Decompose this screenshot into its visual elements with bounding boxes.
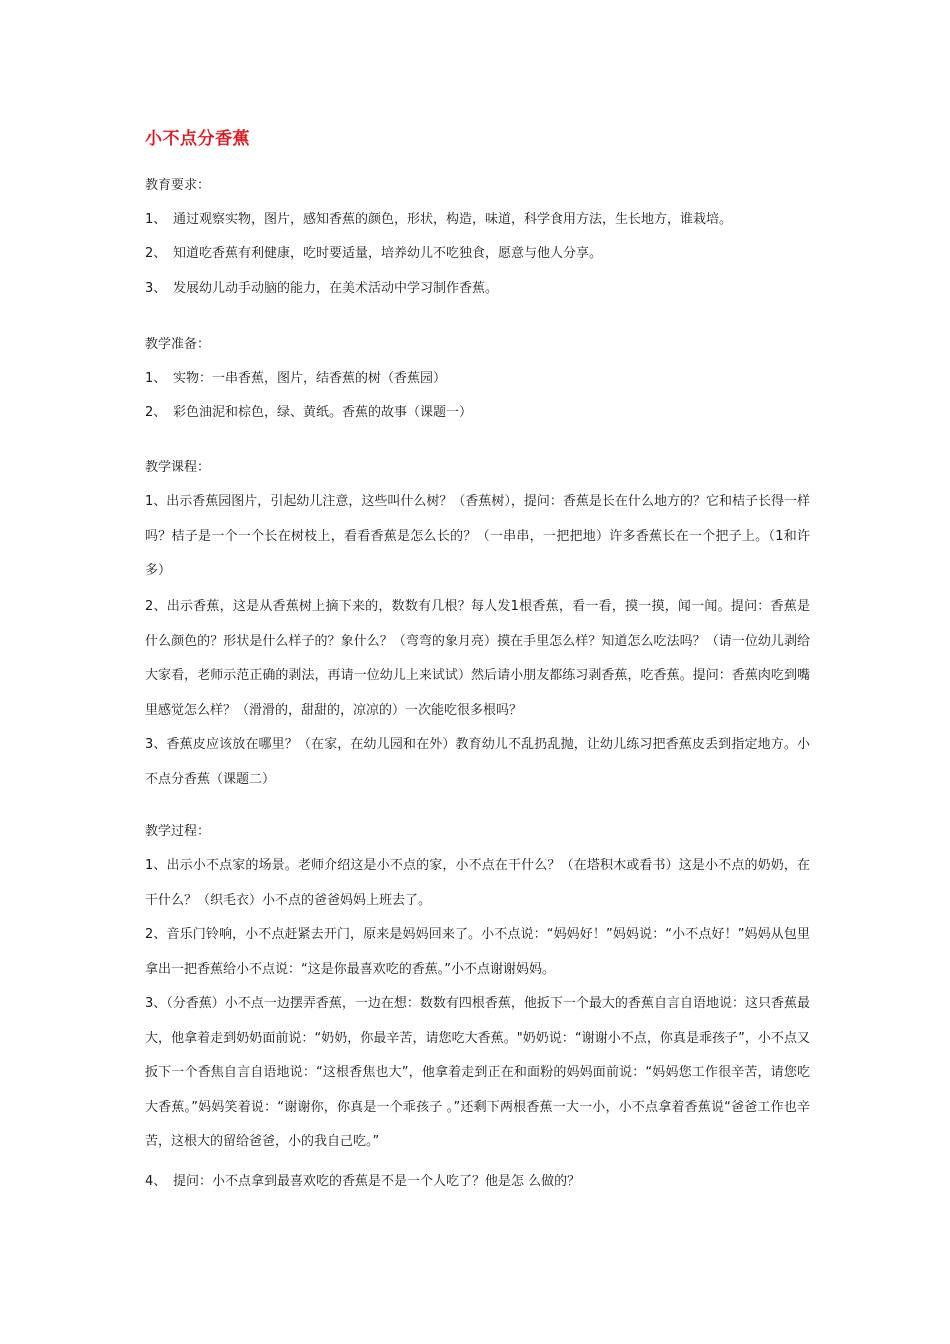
process-paragraph: 3、（分香蕉）小不点一边摆弄香蕉，一边在想：数数有四根香蕉，他扳下一个最大的香蕉自言自语地说：这只香蕉最大，他拿着走到奶奶面前说：“奶奶，你最辛苦，请您吃大香蕉。"奶奶说：“谢谢小不点，你真是乖孩子”，小不点又扳下一个香焦自言自语地说：“这根香焦也大”，他拿着走到正在和面粉的妈妈面前说：“妈妈您工作很辛苦，请您吃大香蕉。”妈妈笑着说：“谢谢你，你真是一个乖孩子 。”还剩下两根香蕉一大一小，小不点拿着香蕉说“爸爸工作也辛苦，这根大的留给爸爸，小的我自己吃。” xyxy=(145,996,810,1149)
section-heading-course: 教学课程： xyxy=(145,460,211,475)
preparation-item xyxy=(145,369,446,389)
item-number: 1、 xyxy=(145,371,167,386)
process-item xyxy=(145,1172,580,1192)
item-text: 知道吃香蕉有利健康，吃时要适量，培养幼儿不吃独食，愿意与他人分享。 xyxy=(173,246,603,261)
item-text: 实物：一串香蕉，图片，结香蕉的树（香蕉园） xyxy=(173,371,447,386)
item-number: 3、 xyxy=(145,281,167,296)
item-number: 2、 xyxy=(145,246,167,261)
item-number: 1、 xyxy=(145,212,167,227)
item-text: 通过观察实物，图片，感知香蕉的颜色，形状，构造，味道，科学食用方法，生长地方，谁栽培。 xyxy=(173,212,733,227)
course-paragraph: 2、出示香蕉，这是从香蕉树上摘下来的，数数有几根？每人发1根香蕉，看一看，摸一摸，闻一闻。提问：香蕉是什么颜色的？形状是什么样子的？象什么？（弯弯的象月亮）摸在手里怎么样？知道怎么吃法吗？（请一位幼儿剥给大家看，老师示范正确的剥法，再请一位幼儿上来试试）然后请小朋友都练习剥香蕉，吃香蕉。提问：香蕉肉吃到嘴里感觉怎么样？（滑滑的，甜甜的，凉凉的）一次能吃很多根吗？ xyxy=(145,599,810,718)
course-paragraph: 1、出示香蕉园图片，引起幼儿注意，这些叫什么树？（香蕉树），提问：香蕉是长在什么地方的？它和桔子长得一样吗？桔子是一个一个长在树枝上，看看香蕉是怎么长的？（一串串，一把把地）许多香蕉长在一个把子上。（1和许多） xyxy=(145,494,810,578)
course-paragraph: 3、香蕉皮应该放在哪里？（在家，在幼儿园和在外）教育幼儿不乱扔乱抛，让幼儿练习把香蕉皮丢到指定地方。小不点分香蕉（课题二） xyxy=(145,737,810,787)
item-text: 发展幼儿动手动脑的能力，在美术活动中学习制作香蕉。 xyxy=(173,281,499,296)
item-text: 提问：小不点拿到最喜欢吃的香蕉是不是一个人吃了？他是怎 么做的？ xyxy=(173,1174,581,1189)
item-text: 彩色油泥和棕色，绿、黄纸。香蕉的故事（课题一） xyxy=(173,405,473,420)
process-paragraph: 1、出示小不点家的场景。老师介绍这是小不点的家，小不点在干什么？（在塔积木或看书）这是小不点的奶奶，在干什么？（织毛衣）小不点的爸爸妈妈上班去了。 xyxy=(145,858,810,908)
section-heading-requirements: 教育要求： xyxy=(145,178,211,193)
item-number: 4、 xyxy=(145,1174,167,1189)
section-heading-process: 教学过程： xyxy=(145,824,211,839)
requirement-item xyxy=(145,244,602,264)
section-heading-preparation: 教学准备： xyxy=(145,337,211,352)
preparation-item xyxy=(145,403,472,423)
requirement-item xyxy=(145,279,498,299)
document-title: 小不点分香蕉 xyxy=(145,129,250,149)
process-paragraph: 2、音乐门铃响，小不点赶紧去开门，原来是妈妈回来了。小不点说：“妈妈好！”妈妈说：“小不点好！”妈妈从包里拿出一把香蕉给小不点说：“这是你最喜欢吃的香蕉。”小不点谢谢妈妈。 xyxy=(145,927,810,977)
item-number: 2、 xyxy=(145,405,167,420)
requirement-item xyxy=(145,210,732,230)
